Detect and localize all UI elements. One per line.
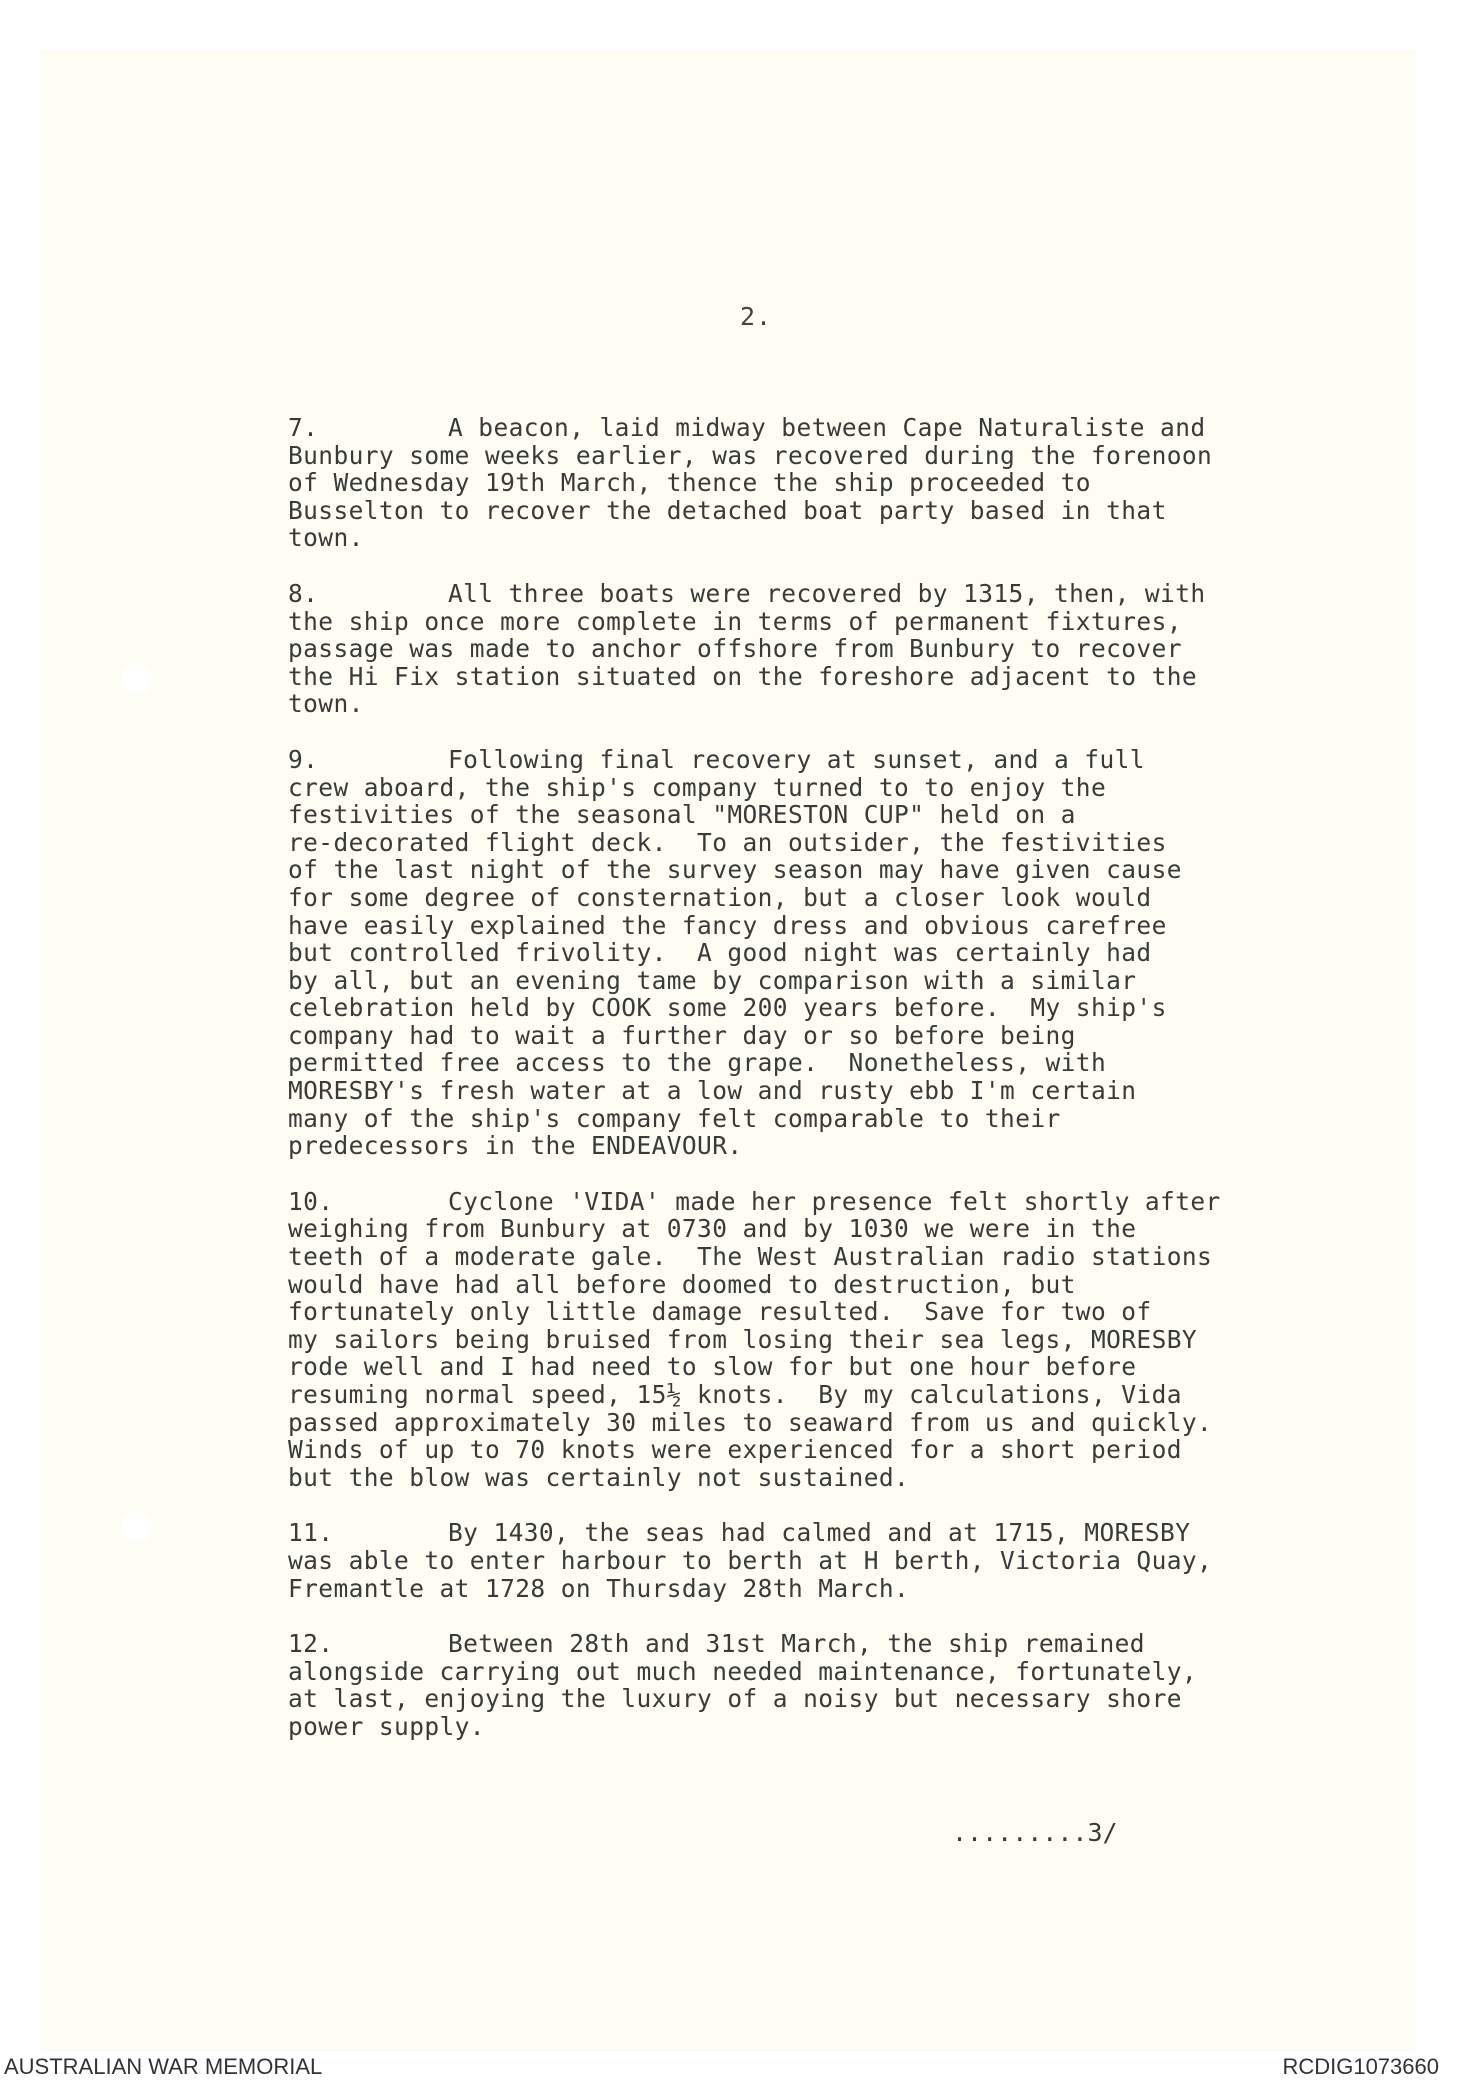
paragraph-8: [288, 580, 1348, 718]
paragraph-9: [288, 746, 1348, 1160]
paragraph-line: fortunately only little damage resulted. Save for two of: [288, 1297, 1152, 1327]
punch-hole-bottom: [122, 1512, 152, 1542]
archive-footer: [0, 2054, 1461, 2082]
archive-name: AUSTRALIAN WAR MEMORIAL: [4, 2054, 323, 2079]
paragraph-line: crew aboard, the ship's company turned to to enjoy the: [288, 772, 1107, 802]
paragraph-line: at last, enjoying the luxury of a noisy but necessary shore: [288, 1684, 1182, 1714]
paragraph-line: [288, 1630, 1348, 1658]
paragraph-line: the ship once more complete in terms of permanent fixtures,: [288, 606, 1182, 636]
paragraph-text: By 1430, the seas had calmed and at 1715, MORESBY: [448, 1518, 1191, 1548]
paragraph-line: Busselton to recover the detached boat party based in that: [288, 495, 1167, 525]
paragraph-7: [288, 414, 1348, 552]
paragraph-line: passed approximately 30 miles to seaward from us and quickly.: [288, 1407, 1213, 1437]
paragraph-line: [288, 1188, 1348, 1216]
paragraph-line: of Wednesday 19th March, thence the ship proceeded to: [288, 468, 1091, 498]
paragraph-line: festivities of the seasonal "MORESTON CUP" held on a: [288, 800, 1076, 830]
body-text: [288, 414, 1348, 1769]
paragraph-line: Winds of up to 70 knots were experienced for a short period: [288, 1435, 1182, 1465]
paragraph-line: teeth of a moderate gale. The West Australian radio stations: [288, 1242, 1213, 1272]
paragraph-number: 12.: [288, 1629, 334, 1659]
paragraph-line: town.: [288, 689, 364, 719]
paragraph-line: have easily explained the fancy dress and obvious carefree: [288, 910, 1167, 940]
paragraph-line: the Hi Fix station situated on the foreshore adjacent to the: [288, 661, 1198, 691]
archive-reference: RCDIG1073660: [1282, 2054, 1439, 2079]
paragraph-text: Following final recovery at sunset, and a full: [448, 744, 1145, 774]
paragraph-line: celebration held by COOK some 200 years before. My ship's: [288, 993, 1167, 1023]
punch-hole-top: [122, 664, 152, 694]
paragraph-line: Bunbury some weeks earlier, was recovered during the forenoon: [288, 440, 1213, 470]
paragraph-number: 9.: [288, 744, 319, 774]
paragraph-number: 11.: [288, 1518, 334, 1548]
paragraph-line: of the last night of the survey season may have given cause: [288, 855, 1182, 885]
paragraph-line: permitted free access to the grape. Nonetheless, with: [288, 1048, 1107, 1078]
paragraph-11: [288, 1519, 1348, 1602]
paragraph-line: resuming normal speed, 15½ knots. By my calculations, Vida: [288, 1380, 1182, 1409]
paragraph-line: alongside carrying out much needed maintenance, fortunately,: [288, 1656, 1198, 1686]
paragraph-line: [288, 746, 1348, 774]
paragraph-text: All three boats were recovered by 1315, then, with: [448, 578, 1206, 608]
paragraph-number: 8.: [288, 578, 319, 608]
paragraph-line: for some degree of consternation, but a closer look would: [288, 882, 1152, 912]
paragraph-line: my sailors being bruised from losing their sea legs, MORESBY: [288, 1324, 1198, 1354]
paragraph-text: A beacon, laid midway between Cape Naturaliste and: [448, 413, 1206, 442]
paragraph-12: [288, 1630, 1348, 1740]
page-number: 2.: [740, 302, 773, 331]
paragraph-line: town.: [288, 523, 364, 553]
paragraph-line: weighing from Bunbury at 0730 and by 1030 we were in the: [288, 1214, 1137, 1244]
paragraph-line: but controlled frivolity. A good night was certainly had: [288, 938, 1152, 968]
paragraph-text: Cyclone 'VIDA' made her presence felt shortly after: [448, 1186, 1221, 1216]
paragraph-line: by all, but an evening tame by comparison with a similar: [288, 965, 1137, 995]
paragraph-number: 10.: [288, 1186, 334, 1216]
paragraph-line: would have had all before doomed to destruction, but: [288, 1269, 1076, 1299]
paragraph-line: [288, 1519, 1348, 1547]
paragraph-line: power supply.: [288, 1711, 485, 1741]
paragraph-line: [288, 580, 1348, 608]
continuation-marker: .........3/: [952, 1818, 1118, 1847]
paragraph-line: was able to enter harbour to berth at H berth, Victoria Quay,: [288, 1545, 1213, 1575]
paragraph-line: passage was made to anchor offshore from Bunbury to recover: [288, 634, 1182, 664]
paragraph-10: [288, 1188, 1348, 1492]
paragraph-line: Fremantle at 1728 on Thursday 28th March.: [288, 1573, 910, 1603]
paragraph-line: predecessors in the ENDEAVOUR.: [288, 1131, 743, 1161]
paragraph-line: [288, 414, 1348, 442]
paragraph-line: rode well and I had need to slow for but one hour before: [288, 1352, 1137, 1382]
paragraph-line: many of the ship's company felt comparable to their: [288, 1103, 1061, 1133]
paragraph-line: re-decorated flight deck. To an outsider, the festivities: [288, 827, 1167, 857]
paragraph-text: Between 28th and 31st March, the ship remained: [448, 1629, 1145, 1659]
paragraph-number: 7.: [288, 413, 319, 442]
paragraph-line: MORESBY's fresh water at a low and rusty ebb I'm certain: [288, 1076, 1137, 1106]
paragraph-line: company had to wait a further day or so before being: [288, 1020, 1076, 1050]
paragraph-line: but the blow was certainly not sustained.: [288, 1462, 910, 1492]
